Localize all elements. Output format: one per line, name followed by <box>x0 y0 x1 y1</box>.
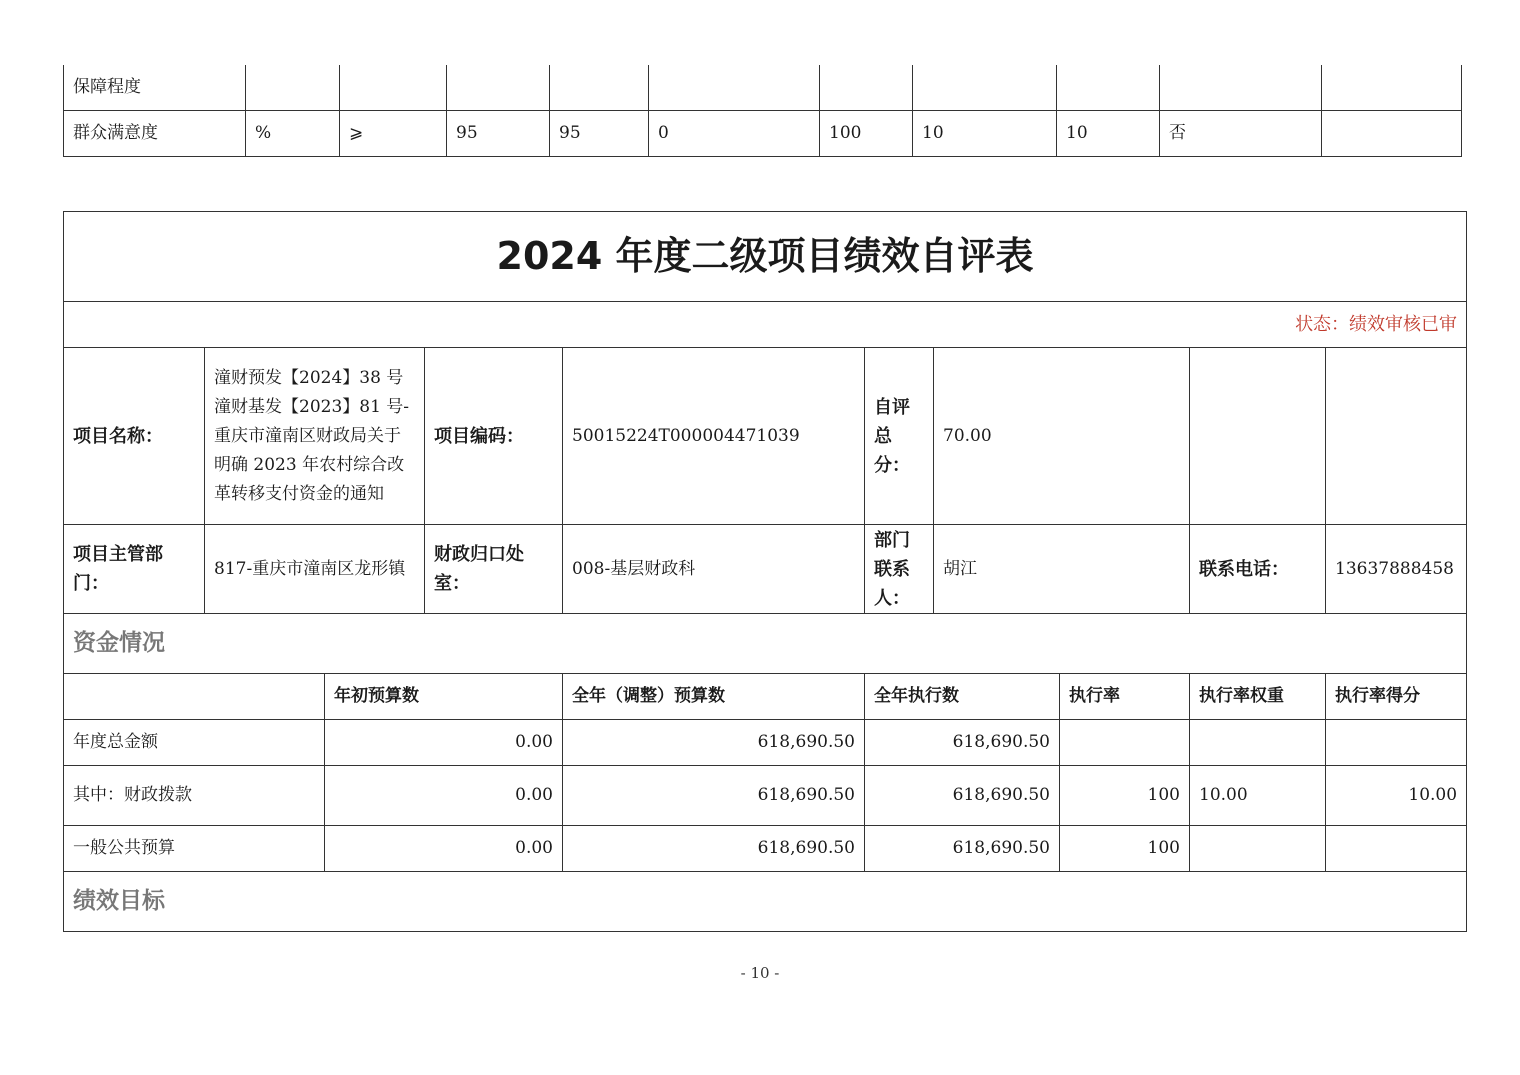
funds-header-blank <box>64 674 325 720</box>
table-row <box>64 766 1467 826</box>
indicator-completion: 100 <box>820 111 913 157</box>
fund-executed: 618,690.50 <box>865 826 1060 872</box>
fund-adjusted: 618,690.50 <box>563 720 865 766</box>
goals-section-title: 绩效目标 <box>64 872 1467 932</box>
fund-name: 年度总金额 <box>64 720 325 766</box>
project-code-value: 50015224T000004471039 <box>563 348 865 525</box>
funds-header-score: 执行率得分 <box>1326 674 1467 720</box>
fund-initial: 0.00 <box>325 826 563 872</box>
phone-value: 13637888458 <box>1326 525 1467 614</box>
fund-rate <box>1060 720 1190 766</box>
fund-rate: 100 <box>1060 826 1190 872</box>
fund-initial: 0.00 <box>325 766 563 826</box>
fund-score <box>1326 720 1467 766</box>
evaluation-table <box>63 211 1467 932</box>
self-score-label: 自评总分： <box>865 348 934 525</box>
indicator-unit: % <box>246 111 340 157</box>
indicator-table-continuation <box>63 65 1462 157</box>
indicator-score: 10 <box>1057 111 1160 157</box>
indicator-weight: 10 <box>913 111 1057 157</box>
table-row <box>64 720 1467 766</box>
fund-name: 一般公共预算 <box>64 826 325 872</box>
indicator-deviation: 0 <box>649 111 820 157</box>
table-row <box>64 826 1467 872</box>
funds-header-rate: 执行率 <box>1060 674 1190 720</box>
indicator-remark <box>1322 111 1462 157</box>
finance-office-label: 财政归口处室： <box>425 525 563 614</box>
indicator-actual: 95 <box>550 111 649 157</box>
fund-initial: 0.00 <box>325 720 563 766</box>
funds-header-executed: 全年执行数 <box>865 674 1060 720</box>
project-name-value: 潼财预发【2024】38 号潼财基发【2023】81 号-重庆市潼南区财政局关于明确 2023 年农村综合改革转移支付资金的通知 <box>205 348 425 525</box>
fund-score <box>1326 826 1467 872</box>
fund-weight: 10.00 <box>1190 766 1326 826</box>
fund-executed: 618,690.50 <box>865 766 1060 826</box>
dept-label: 项目主管部门： <box>64 525 205 614</box>
indicator-core-flag: 否 <box>1160 111 1322 157</box>
page-number: - 10 - <box>740 964 780 982</box>
indicator-operator: ⩾ <box>340 111 447 157</box>
table-row <box>64 111 1462 157</box>
fund-score: 10.00 <box>1326 766 1467 826</box>
fund-weight <box>1190 826 1326 872</box>
fund-adjusted: 618,690.50 <box>563 826 865 872</box>
project-name-label: 项目名称： <box>64 348 205 525</box>
phone-label: 联系电话： <box>1190 525 1326 614</box>
funds-header-weight: 执行率权重 <box>1190 674 1326 720</box>
indicator-name: 群众满意度 <box>64 111 246 157</box>
fund-weight <box>1190 720 1326 766</box>
page-title: 2024 年度二级项目绩效自评表 <box>64 212 1467 302</box>
table-row <box>64 65 1462 111</box>
finance-office-value: 008-基层财政科 <box>563 525 865 614</box>
dept-value: 817-重庆市潼南区龙形镇 <box>205 525 425 614</box>
indicator-name: 保障程度 <box>64 65 246 111</box>
fund-executed: 618,690.50 <box>865 720 1060 766</box>
indicator-target: 95 <box>447 111 550 157</box>
contact-value: 胡江 <box>934 525 1190 614</box>
funds-header-initial: 年初预算数 <box>325 674 563 720</box>
funds-section-title: 资金情况 <box>64 614 1467 674</box>
fund-name: 其中：财政拨款 <box>73 785 192 805</box>
fund-rate: 100 <box>1060 766 1190 826</box>
status-badge: 状态：绩效审核已审 <box>64 302 1467 348</box>
project-code-label: 项目编码： <box>425 348 563 525</box>
funds-header-adjusted: 全年（调整）预算数 <box>563 674 865 720</box>
contact-label: 部门联系人： <box>865 525 934 614</box>
self-score-value: 70.00 <box>934 348 1190 525</box>
fund-adjusted: 618,690.50 <box>563 766 865 826</box>
